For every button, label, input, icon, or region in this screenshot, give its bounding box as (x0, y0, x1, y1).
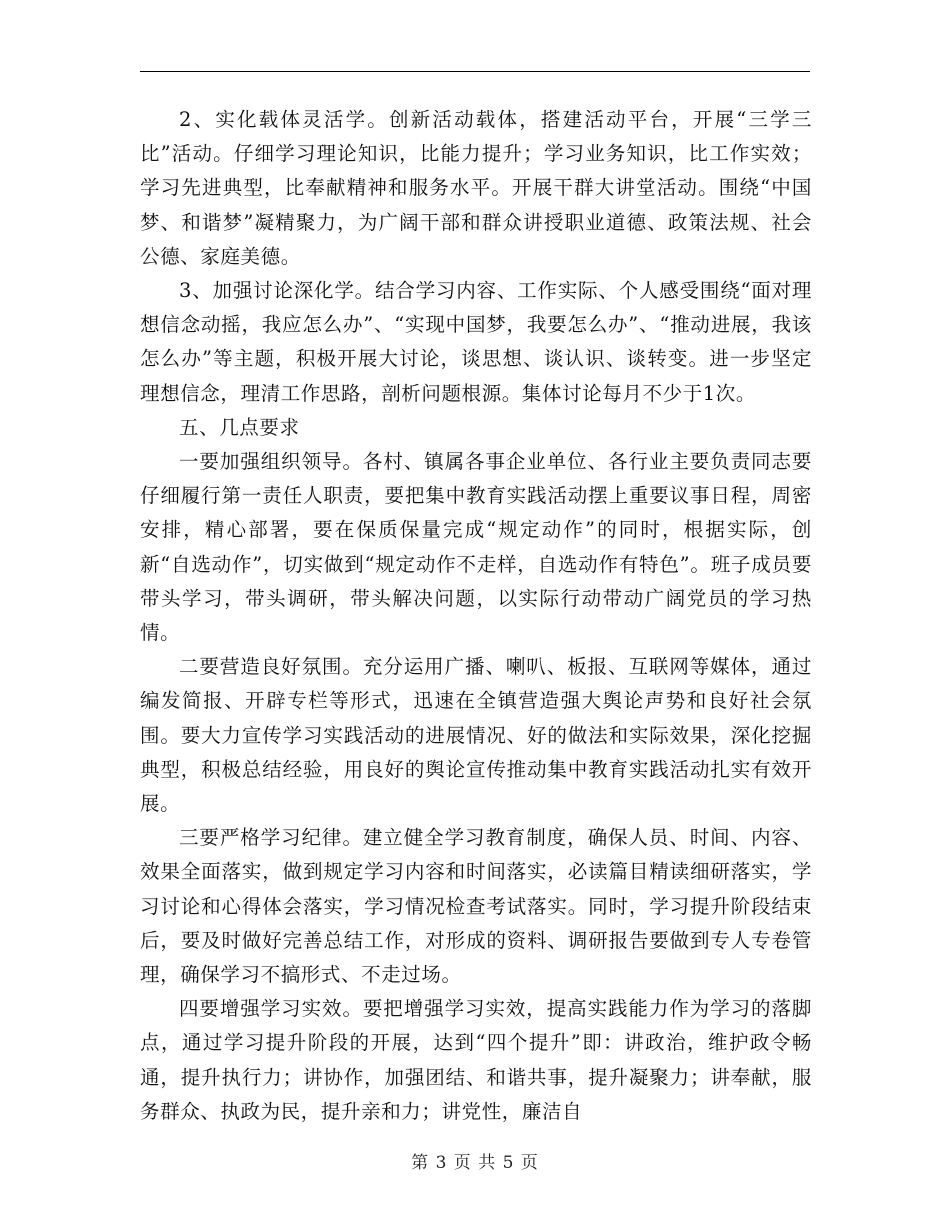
paragraph-organization-leadership: 一要加强组织领导。各村、镇属各事企业单位、各行业主要负责同志要仔细履行第一责任人职责，要把集中教育实践活动摆上重要议事日程，周密安排，精心部署，要在保质保量完成“规定动作”的同时，根据实际，创新“自选动作”，切实做到“规定动作不走样，自选动作有特色”。班子成员要带头学习，带头调研，带头解决问题，以实际行动带动广阔党员的学习热情。 (140, 450, 812, 645)
paragraph-discipline: 三要严格学习纪律。建立健全学习教育制度，确保人员、时间、内容、效果全面落实，做到规定学习内容和时间落实，必读篇目精读细研落实，学习讨论和心得体会落实，学习情况检查考试落实。同时，学习提升阶段结束后，要及时做好完善总结工作，对形成的资料、调研报告要做到专人专卷管理，确保学习不搞形式、不走过场。 (140, 826, 812, 987)
paragraph-carrier-learning: 2、实化载体灵活学。创新活动载体，搭建活动平台，开展“三学三比”活动。仔细学习理论知识，比能力提升；学习业务知识，比工作实效；学习先进典型，比奉献精神和服务水平。开展干群大讲堂活动。围绕“中国梦、和谐梦”凝精聚力，为广阔干部和群众讲授职业道德、政策法规、社会公德、家庭美德。 (140, 108, 812, 268)
paragraph-atmosphere: 二要营造良好氛围。充分运用广播、喇叭、板报、互联网等媒体，通过编发简报、开辟专栏等形式，迅速在全镇营造强大舆论声势和良好社会氛围。要大力宣传学习实践活动的进展情况、好的做法和实际效果，深化挖掘典型，积极总结经验，用良好的舆论宣传推动集中教育实践活动扎实有效开展。 (140, 655, 812, 816)
section-heading-requirements: 五、几点要求 (179, 415, 300, 439)
paragraph-discussion-learning: 3、加强讨论深化学。结合学习内容、工作实际、个人感受围绕“面对理想信念动摇，我应怎么办”、“实现中国梦，我要怎么办”、“推动进展，我该怎么办”等主题，积极开展大讨论，谈思想、谈认识、谈转变。进一步坚定理想信念，理清工作思路，剖析问题根源。集体讨论每月不少于1次。 (140, 279, 812, 405)
document-body (140, 103, 812, 1129)
page-number: 第 3 页 共 5 页 (411, 1153, 539, 1173)
header-rule (140, 71, 810, 72)
paragraph-effectiveness: 四要增强学习实效。要把增强学习实效，提高实践能力作为学习的落脚点，通过学习提升阶段的开展，达到“四个提升”即：讲政治，维护政令畅通，提升执行力；讲协作，加强团结、和谐共事，提升凝聚力；讲奉献，服务群众、执政为民，提升亲和力；讲党性，廉洁自 (140, 997, 812, 1123)
